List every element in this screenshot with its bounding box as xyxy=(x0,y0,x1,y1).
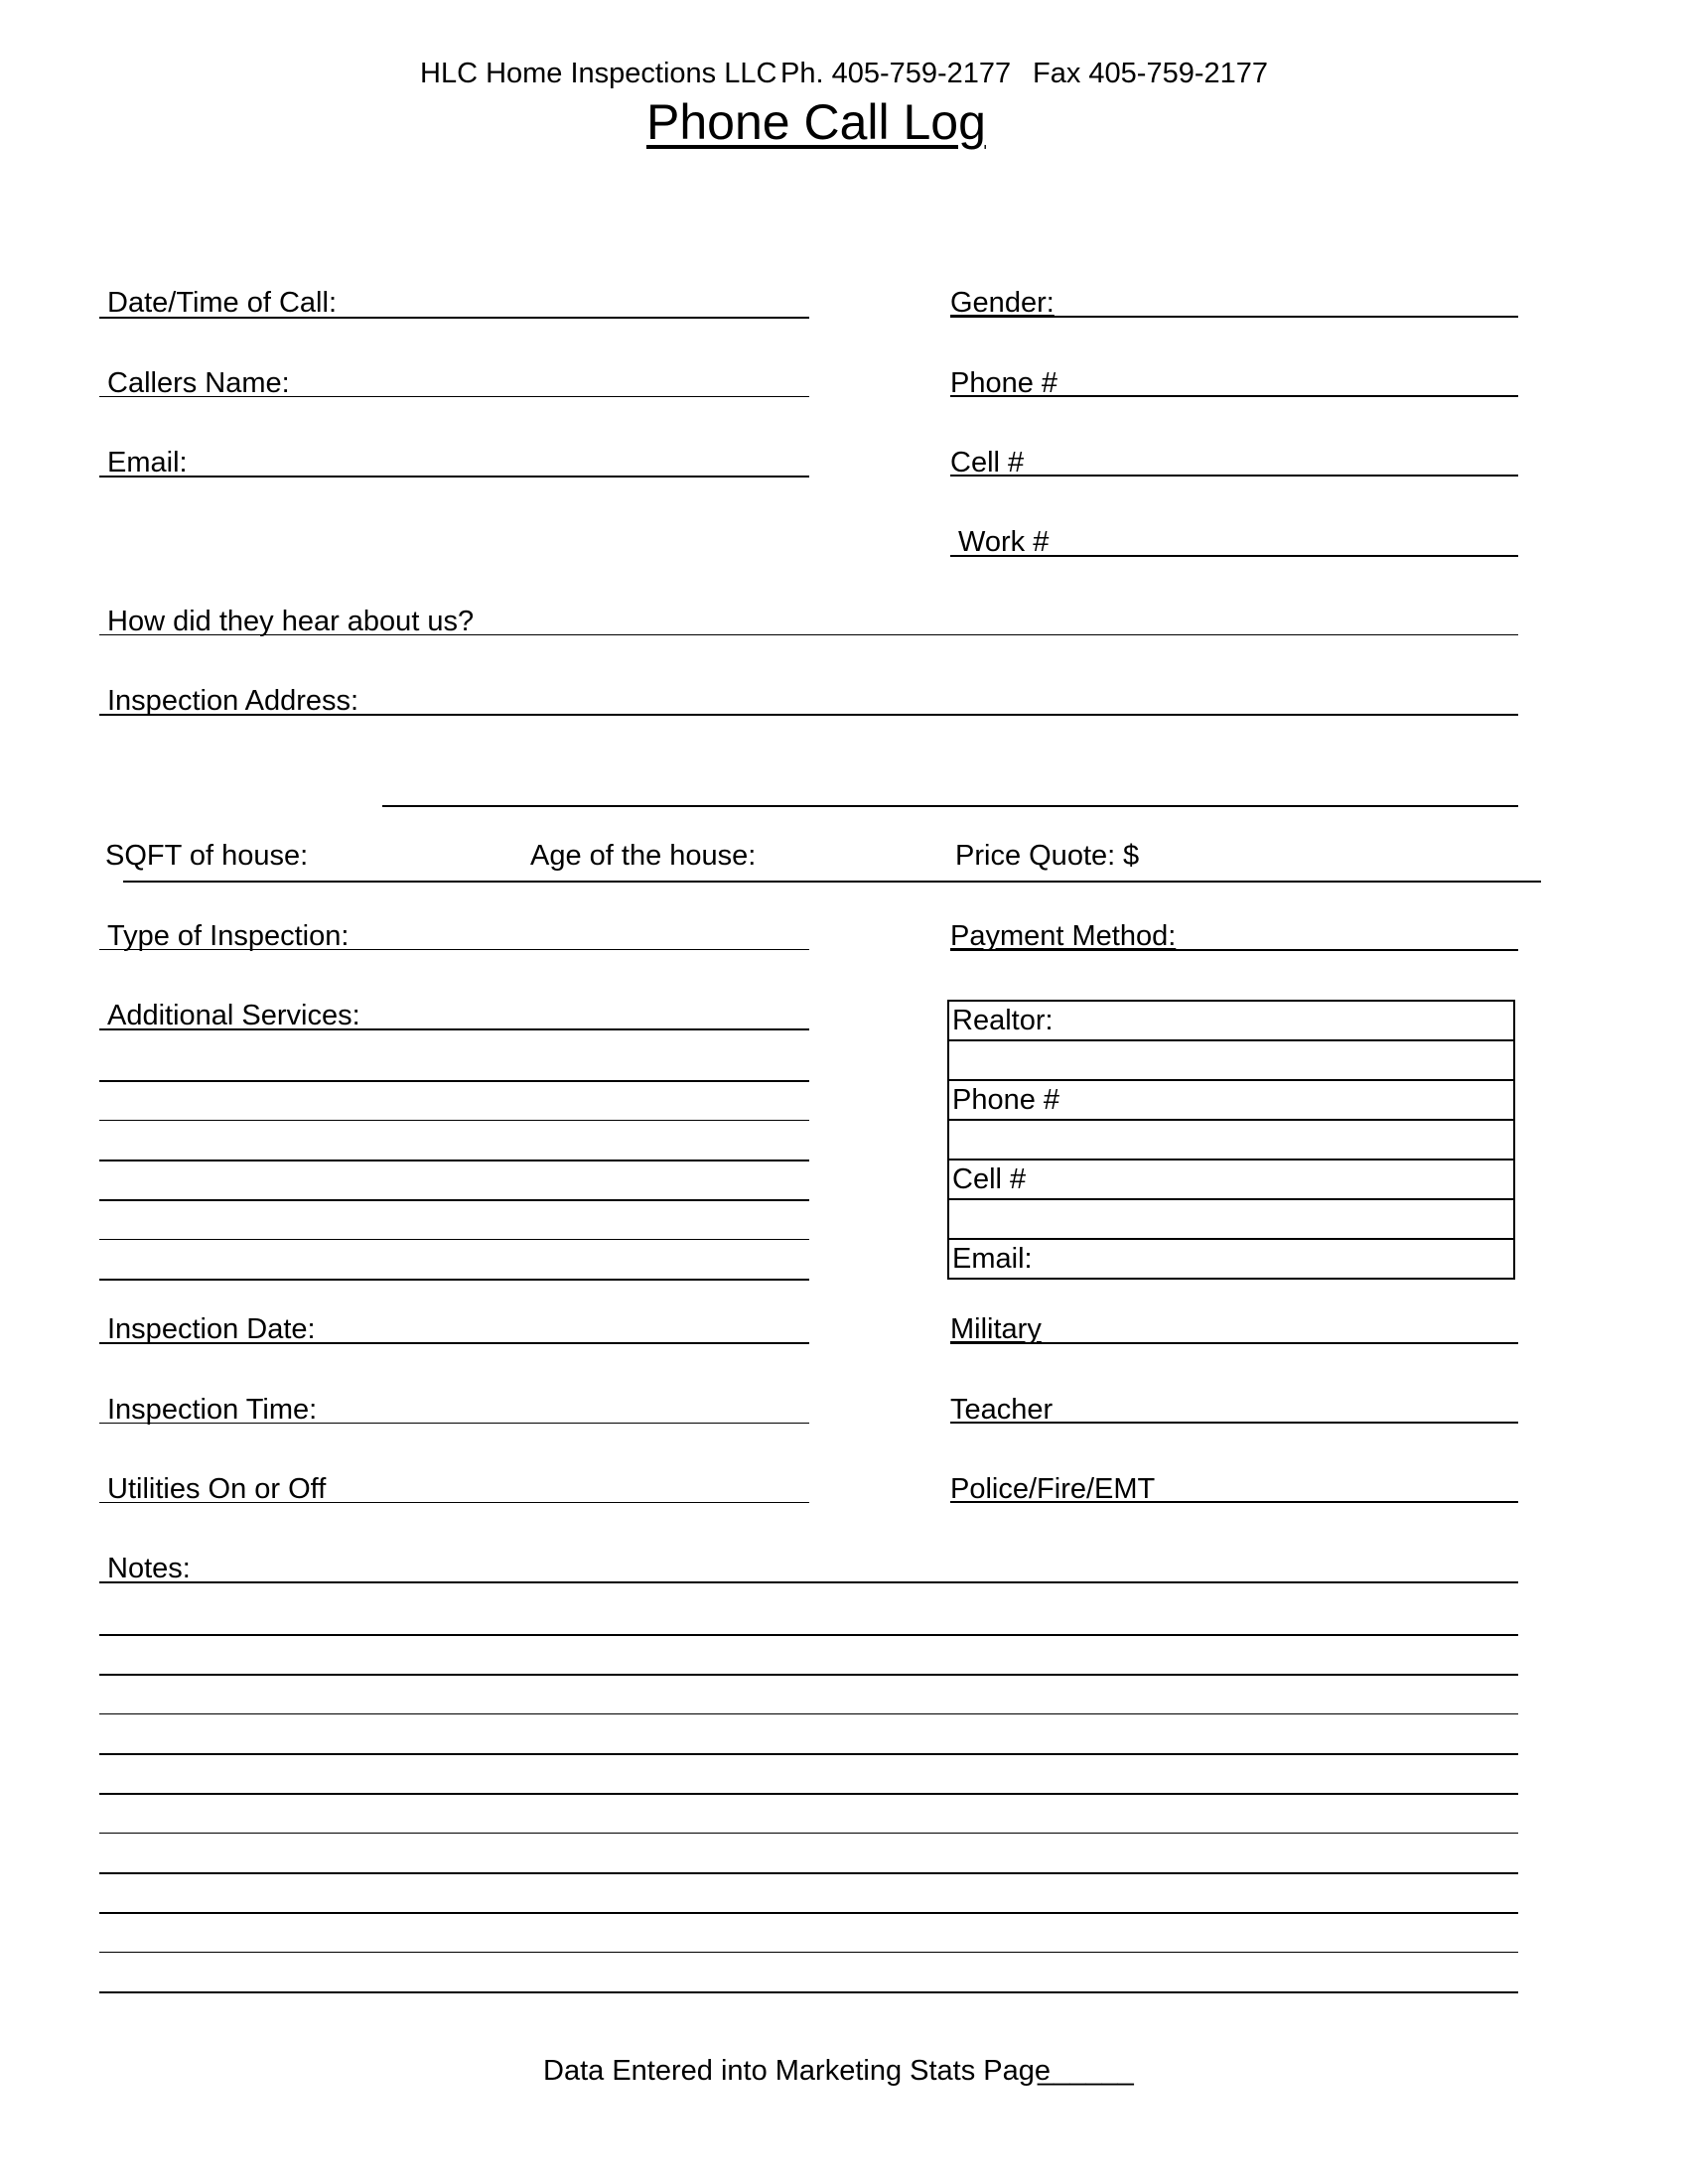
notes-line[interactable] xyxy=(99,1793,1518,1795)
teacher-field[interactable] xyxy=(950,1422,1518,1424)
email-label: Email: xyxy=(107,447,188,478)
price-quote-label: Price Quote: xyxy=(955,840,1116,872)
inspection-time-field[interactable] xyxy=(99,1423,809,1424)
company-fax: Fax 405-759-2177 xyxy=(1033,58,1268,89)
utilities-label: Utilities On or Off xyxy=(107,1473,327,1505)
notes-line[interactable] xyxy=(99,1991,1518,1993)
additional-services-line[interactable] xyxy=(99,1239,809,1240)
notes-line[interactable] xyxy=(99,1952,1518,1953)
additional-services-line[interactable] xyxy=(99,1120,809,1121)
inspection-date-label: Inspection Date: xyxy=(107,1313,316,1345)
realtor-phone-field[interactable] xyxy=(949,1121,1513,1160)
additional-services-line[interactable] xyxy=(99,1279,809,1281)
utilities-field[interactable] xyxy=(99,1502,809,1503)
police-fire-emt-field[interactable] xyxy=(950,1501,1518,1503)
realtor-email-label: Email: xyxy=(952,1243,1033,1275)
inspection-date-field[interactable] xyxy=(99,1342,809,1344)
military-field[interactable] xyxy=(950,1342,1518,1344)
payment-method-label: Payment Method: xyxy=(950,920,1177,952)
sqft-age-price-field[interactable] xyxy=(123,881,1541,883)
currency-symbol: $ xyxy=(1123,840,1140,872)
realtor-label: Realtor: xyxy=(949,1002,1513,1041)
gender-label: Gender: xyxy=(950,287,1055,319)
callers-name-field[interactable] xyxy=(99,396,809,397)
page-title: Phone Call Log xyxy=(646,94,986,150)
additional-services-line[interactable] xyxy=(99,1199,809,1201)
footer-blank[interactable]: ______ xyxy=(1038,2055,1134,2087)
realtor-cell-field[interactable] xyxy=(949,1200,1513,1240)
hear-about-label: How did they hear about us? xyxy=(107,606,475,637)
gender-field[interactable] xyxy=(950,316,1518,318)
realtor-phone-label: Phone # xyxy=(949,1081,1513,1121)
notes-field[interactable] xyxy=(99,1581,1518,1583)
inspection-address-label: Inspection Address: xyxy=(107,685,359,717)
additional-services-field[interactable] xyxy=(99,1028,809,1030)
teacher-label: Teacher xyxy=(950,1394,1054,1426)
footer-text: Data Entered into Marketing Stats Page xyxy=(543,2055,1052,2087)
notes-line[interactable] xyxy=(99,1833,1518,1834)
notes-line[interactable] xyxy=(99,1872,1518,1874)
inspection-address-line-2[interactable] xyxy=(382,805,1518,807)
additional-services-line[interactable] xyxy=(99,1160,809,1161)
notes-line[interactable] xyxy=(99,1634,1518,1636)
cell-field[interactable] xyxy=(950,475,1518,477)
date-time-field[interactable] xyxy=(99,317,809,319)
cell-label: Cell # xyxy=(950,447,1025,478)
military-label: Military xyxy=(950,1313,1042,1345)
callers-name-label: Callers Name: xyxy=(107,367,290,399)
realtor-cell-label: Cell # xyxy=(949,1160,1513,1200)
notes-label: Notes: xyxy=(107,1553,191,1584)
realtor-name-field[interactable] xyxy=(949,1041,1513,1081)
email-field[interactable] xyxy=(99,476,809,478)
inspection-address-field[interactable] xyxy=(99,714,1518,716)
phone-field[interactable] xyxy=(950,395,1518,397)
realtor-box xyxy=(947,1000,1515,1280)
additional-services-label: Additional Services: xyxy=(107,1000,360,1031)
company-phone: Ph. 405-759-2177 xyxy=(780,58,1012,89)
sqft-label: SQFT of house: xyxy=(105,840,309,872)
type-inspection-field[interactable] xyxy=(99,949,809,950)
police-fire-emt-label: Police/Fire/EMT xyxy=(950,1473,1156,1505)
work-label: Work # xyxy=(958,526,1050,558)
phone-label: Phone # xyxy=(950,367,1058,399)
inspection-time-label: Inspection Time: xyxy=(107,1394,318,1426)
notes-line[interactable] xyxy=(99,1912,1518,1914)
date-time-label: Date/Time of Call: xyxy=(107,287,337,319)
notes-line[interactable] xyxy=(99,1713,1518,1714)
age-label: Age of the house: xyxy=(530,840,757,872)
payment-method-field[interactable] xyxy=(950,949,1518,951)
notes-line[interactable] xyxy=(99,1674,1518,1676)
work-field[interactable] xyxy=(950,555,1518,557)
type-inspection-label: Type of Inspection: xyxy=(107,920,350,952)
additional-services-line[interactable] xyxy=(99,1080,809,1082)
company-name: HLC Home Inspections LLC xyxy=(420,58,777,89)
notes-line[interactable] xyxy=(99,1753,1518,1755)
hear-about-field[interactable] xyxy=(99,634,1518,635)
